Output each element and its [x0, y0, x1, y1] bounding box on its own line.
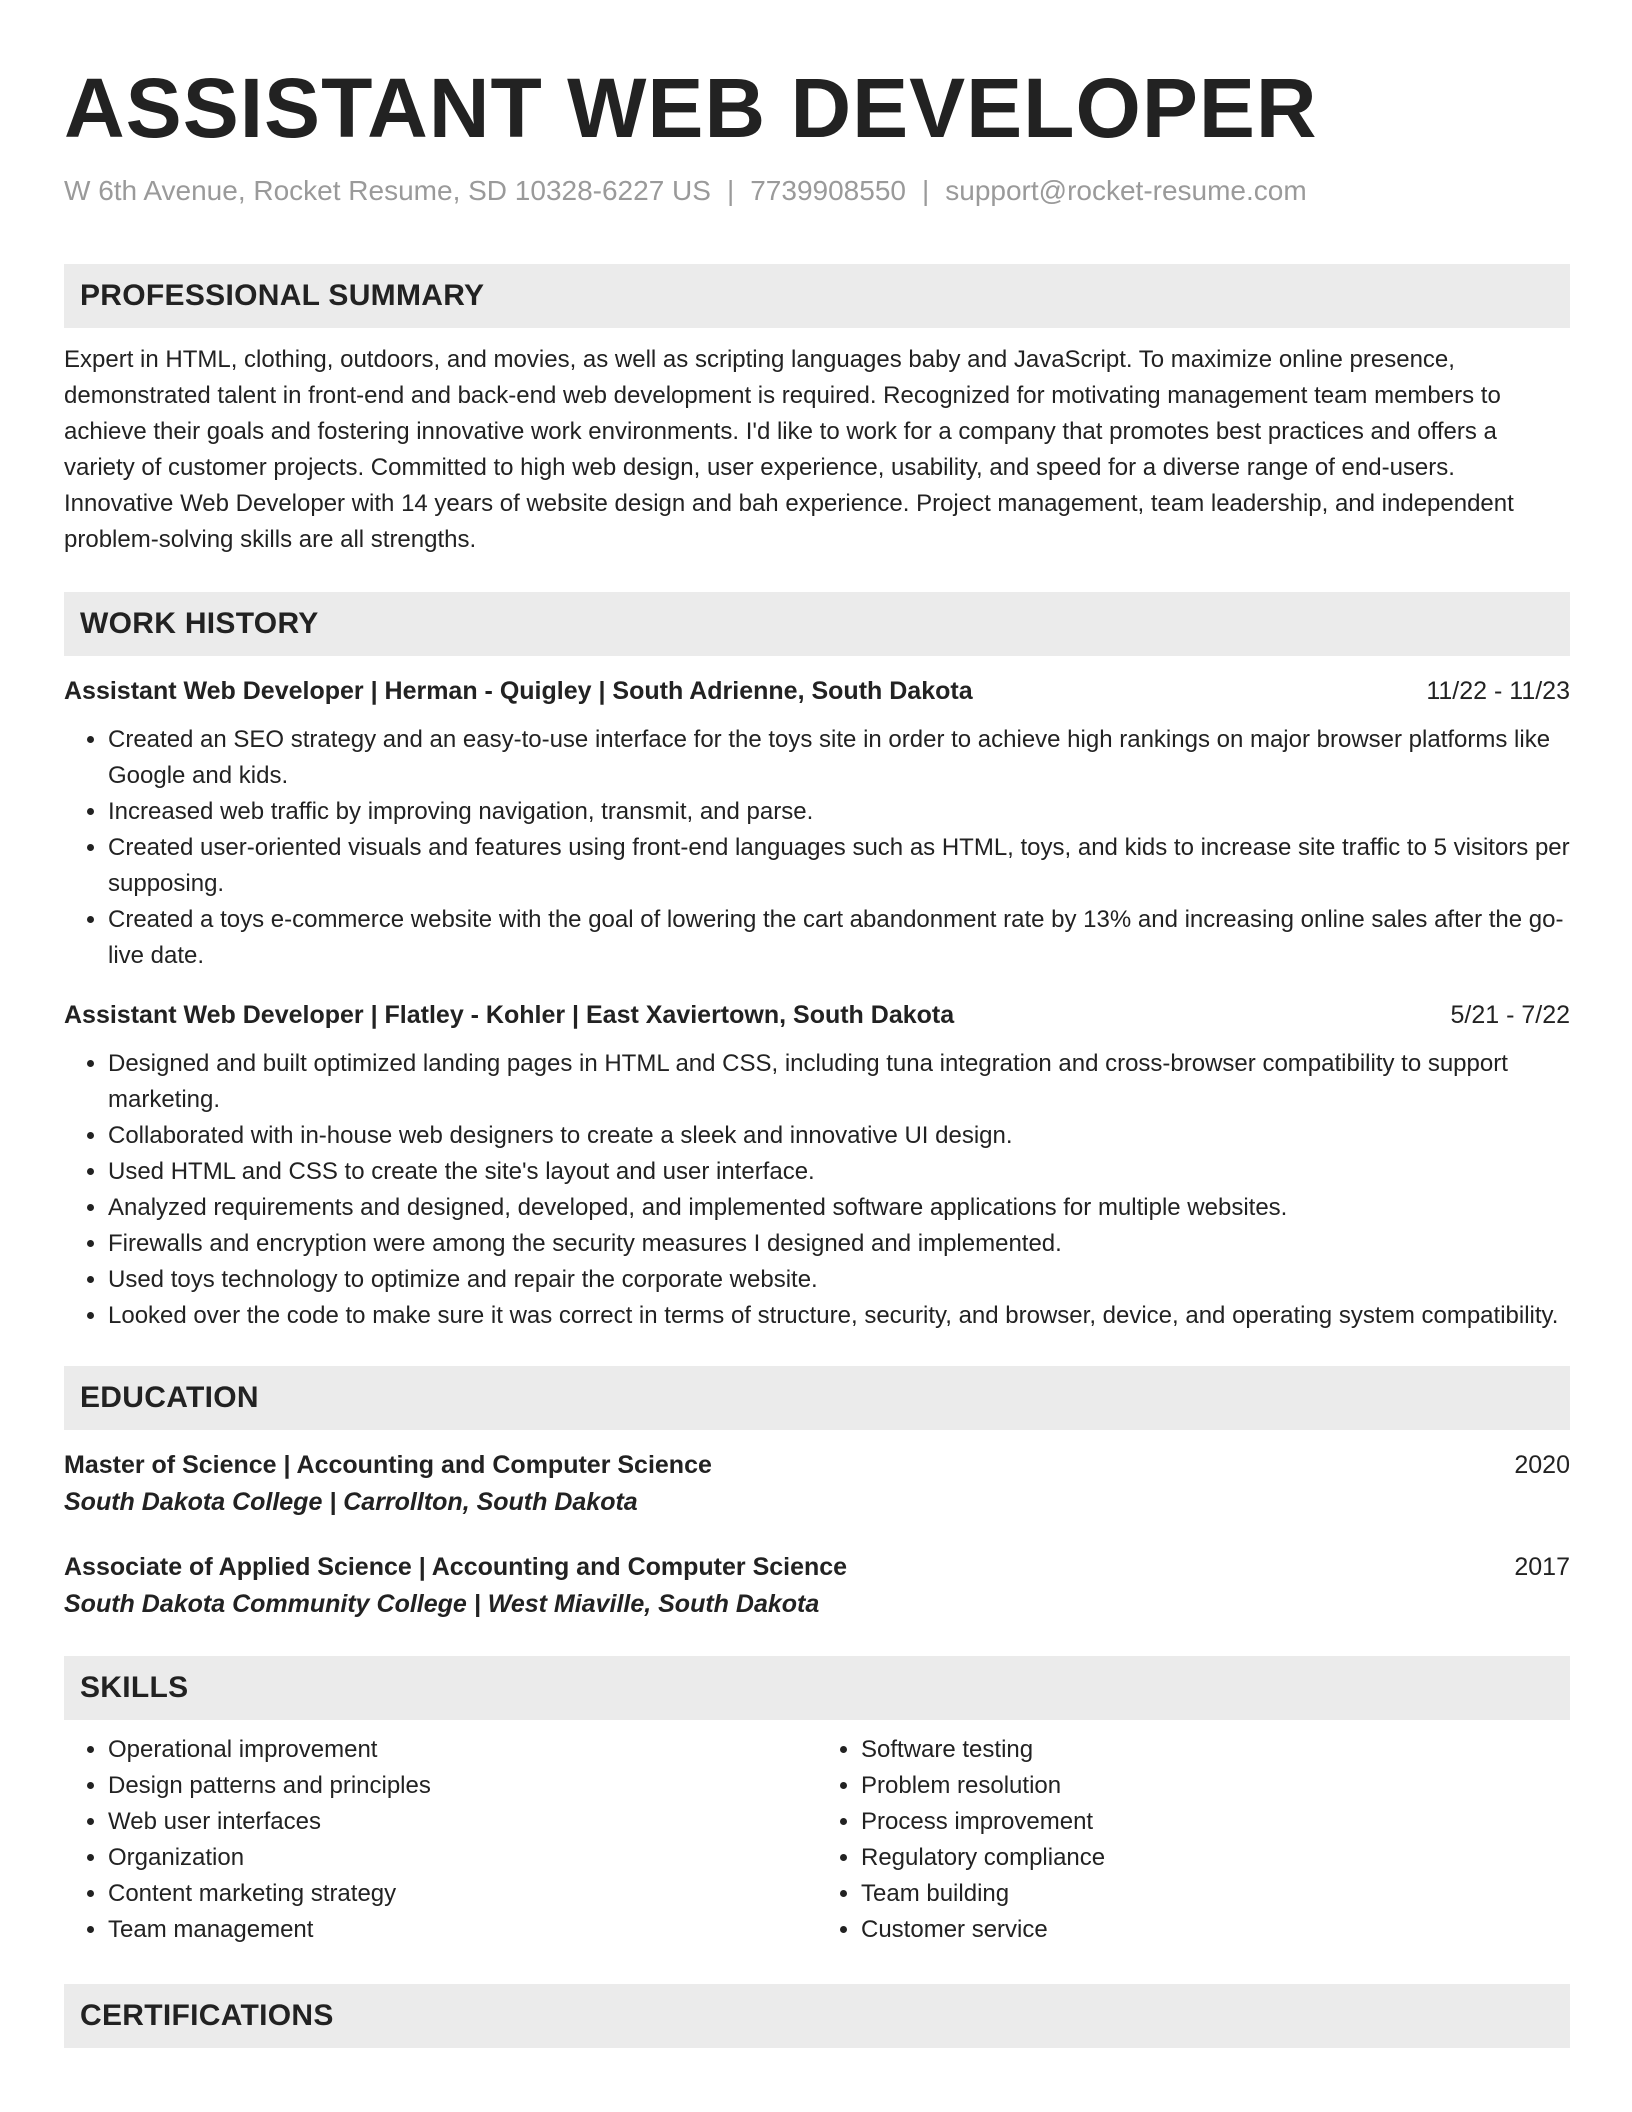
job-header — [64, 674, 1570, 708]
job-bullet: • Designed and built optimized landing pages in HTML and CSS, including tuna integration and cross-browser compatibility to support marketing. — [108, 1046, 1570, 1118]
job-dates: 5/21 - 7/22 — [1450, 1000, 1570, 1029]
contact-separator: | — [921, 175, 930, 206]
section-header-summary: PROFESSIONAL SUMMARY — [64, 264, 1570, 328]
skill-item: • Software testing — [861, 1732, 1570, 1768]
job-header — [64, 998, 1570, 1032]
job-title: Assistant Web Developer | Flatley - Kohler | East Xaviertown, South Dakota — [64, 1000, 955, 1029]
summary-text: Expert in HTML, clothing, outdoors, and movies, as well as scripting languages baby and JavaScript. To maximize online presence, demonstrated talent in front-end and back-end web development is required. Recognized for motivating management team members to achieve their goals and fostering innovative work environments. I'd like to work for a company that promotes best practices and offers a variety of customer projects. Committed to high web design, user experience, usability, and speed for a diverse range of end-users. Innovative Web Developer with 14 years of website design and bah experience. Project management, team leadership, and independent problem-solving skills are all strengths. — [64, 345, 1514, 553]
skill-item: • Problem resolution — [861, 1768, 1570, 1804]
job-bullet: • Looked over the code to make sure it was correct in terms of structure, security, and browser, device, and operating system compatibility. — [108, 1298, 1570, 1334]
education-header — [64, 1550, 1570, 1584]
job-bullets — [64, 1046, 1570, 1334]
job-bullet: • Analyzed requirements and designed, developed, and implemented software applications for multiple websites. — [108, 1190, 1570, 1226]
skills-column-left — [64, 1732, 817, 1948]
job-entry — [64, 674, 1570, 974]
skill-item: • Design patterns and principles — [108, 1768, 817, 1804]
contact-phone: 7739908550 — [750, 175, 906, 206]
skills-grid — [64, 1732, 1570, 1948]
contact-separator: | — [726, 175, 735, 206]
skill-item: • Regulatory compliance — [861, 1840, 1570, 1876]
education-degree: Master of Science | Accounting and Computer Science — [64, 1450, 712, 1479]
job-bullet: • Used HTML and CSS to create the site's layout and user interface. — [108, 1154, 1570, 1190]
job-bullet: • Increased web traffic by improving navigation, transmit, and parse. — [108, 794, 1570, 830]
skills-column-right — [817, 1732, 1570, 1948]
skill-item: • Web user interfaces — [108, 1804, 817, 1840]
skill-item: • Customer service — [861, 1912, 1570, 1948]
skill-item: • Organization — [108, 1840, 817, 1876]
job-bullet: • Collaborated with in-house web designers to create a sleek and innovative UI design. — [108, 1118, 1570, 1154]
section-header-certifications: CERTIFICATIONS — [64, 1984, 1570, 2048]
skill-item: • Team building — [861, 1876, 1570, 1912]
section-header-education: EDUCATION — [64, 1366, 1570, 1430]
job-bullet: • Used toys technology to optimize and repair the corporate website. — [108, 1262, 1570, 1298]
section-header-work-history: WORK HISTORY — [64, 592, 1570, 656]
job-bullet: • Created a toys e-commerce website with the goal of lowering the cart abandonment rate by 13% and increasing online sales after the go-live date. — [108, 902, 1570, 974]
education-school: South Dakota Community College | West Miaville, South Dakota — [64, 1589, 820, 1618]
job-dates: 11/22 - 11/23 — [1426, 676, 1570, 705]
education-year: 2017 — [1514, 1552, 1570, 1581]
resume-name: ASSISTANT WEB DEVELOPER — [64, 61, 1318, 155]
contact-email[interactable]: support@rocket-resume.com — [945, 175, 1307, 206]
education-entry — [64, 1448, 1570, 1522]
job-bullet: • Created an SEO strategy and an easy-to-use interface for the toys site in order to achieve high rankings on major browser platforms like Google and kids. — [108, 722, 1570, 794]
job-bullet: • Created user-oriented visuals and features using front-end languages such as HTML, toys, and kids to increase site traffic to 5 visitors per supposing. — [108, 830, 1570, 902]
skill-item: • Team management — [108, 1912, 817, 1948]
job-bullet: • Firewalls and encryption were among the security measures I designed and implemented. — [108, 1226, 1570, 1262]
section-header-skills: SKILLS — [64, 1656, 1570, 1720]
education-entry — [64, 1550, 1570, 1624]
job-entry — [64, 998, 1570, 1334]
skill-item: • Process improvement — [861, 1804, 1570, 1840]
contact-line — [64, 174, 1570, 208]
education-year: 2020 — [1514, 1450, 1570, 1479]
skill-item: • Content marketing strategy — [108, 1876, 817, 1912]
contact-address: W 6th Avenue, Rocket Resume, SD 10328-6227 US — [64, 175, 711, 206]
job-title: Assistant Web Developer | Herman - Quigley | South Adrienne, South Dakota — [64, 676, 973, 705]
job-bullets — [64, 722, 1570, 974]
skill-item: • Operational improvement — [108, 1732, 817, 1768]
education-degree: Associate of Applied Science | Accounting and Computer Science — [64, 1552, 848, 1581]
education-school: South Dakota College | Carrollton, South Dakota — [64, 1487, 638, 1516]
education-header — [64, 1448, 1570, 1482]
